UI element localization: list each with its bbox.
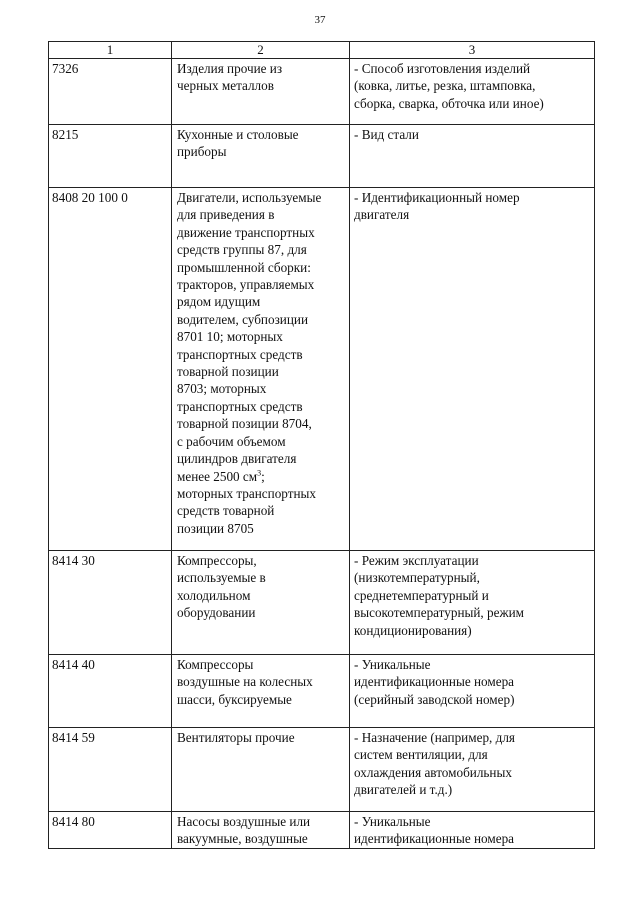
requirement-text: - Режим эксплуатации (низкотемпературный, среднетемпературный и высокотемпературный, режим кондиционирования) xyxy=(354,553,524,638)
commodity-description xyxy=(172,188,349,537)
commodity-code: 8414 80 xyxy=(52,814,95,829)
table-row xyxy=(49,655,595,728)
requirement-cell xyxy=(350,728,595,812)
table-row xyxy=(49,125,595,188)
commodity-code: 8215 xyxy=(52,127,79,142)
requirement-cell xyxy=(350,655,595,728)
requirement-cell xyxy=(350,59,595,125)
commodity-description: Вентиляторы прочие xyxy=(177,730,295,745)
description-cell xyxy=(172,551,350,655)
commodity-description: Кухонные и столовые приборы xyxy=(177,127,299,160)
description-text-after-superscript: ; моторных транспортных средств товарной позиции 8705 xyxy=(177,468,316,536)
table-row xyxy=(49,188,595,551)
description-text-before-superscript: Двигатели, используемые для приведения в движение транспортных средств группы 87, для промышленной сборки: тракторов, управляемых рядом идущим водителем, субпозиции 8701 10; моторных транспортных средств товарной позиции 8703; моторных транспортных средств товарной позиции 8704, с рабочим объемом цилиндров двигателя менее 2500 см xyxy=(177,190,322,484)
commodity-code: 8414 40 xyxy=(52,657,95,672)
commodity-description: Компрессоры, используемые в холодильном оборудовании xyxy=(177,553,266,621)
requirement-text: - Вид стали xyxy=(354,127,419,142)
commodity-code: 7326 xyxy=(52,61,79,76)
description-cell xyxy=(172,655,350,728)
superscript-cube: 3 xyxy=(257,468,262,478)
commodity-code-cell xyxy=(49,728,172,812)
commodity-code: 8414 59 xyxy=(52,730,95,745)
requirement-text: - Уникальные идентификационные номера xyxy=(354,814,515,847)
commodity-code-cell xyxy=(49,188,172,551)
customs-requirements-table xyxy=(48,41,595,849)
description-cell xyxy=(172,812,350,849)
commodity-description: Насосы воздушные или вакуумные, воздушные xyxy=(177,814,311,847)
commodity-description: Компрессоры воздушные на колесных шасси, буксируемые xyxy=(177,657,313,707)
commodity-code: 8408 20 100 0 xyxy=(52,190,128,205)
requirement-text: - Способ изготовления изделий (ковка, литье, резка, штамповка, сборка, сварка, обточка или иное) xyxy=(354,61,544,111)
table-row xyxy=(49,59,595,125)
description-cell xyxy=(172,188,350,551)
requirement-cell xyxy=(350,812,595,849)
requirement-cell xyxy=(350,125,595,188)
column-header-1: 1 xyxy=(49,42,172,59)
commodity-code: 8414 30 xyxy=(52,553,95,568)
page-number: 37 xyxy=(314,14,326,26)
column-header-2: 2 xyxy=(172,42,350,59)
commodity-code-cell xyxy=(49,551,172,655)
requirement-cell xyxy=(350,551,595,655)
requirement-cell xyxy=(350,188,595,551)
table-row xyxy=(49,812,595,849)
requirement-text: - Назначение (например, для систем вентиляции, для охлаждения автомобильных двигателей и т.д.) xyxy=(354,730,515,798)
commodity-code-cell xyxy=(49,125,172,188)
commodity-description: Изделия прочие из черных металлов xyxy=(177,61,283,94)
description-cell xyxy=(172,728,350,812)
commodity-code-cell xyxy=(49,812,172,849)
table-row xyxy=(49,551,595,655)
column-header-3: 3 xyxy=(350,42,595,59)
requirement-text: - Идентификационный номер двигателя xyxy=(354,190,520,223)
requirement-text: - Уникальные идентификационные номера (серийный заводской номер) xyxy=(354,657,515,707)
description-cell xyxy=(172,59,350,125)
commodity-code-cell xyxy=(49,655,172,728)
table-row xyxy=(49,728,595,812)
table-header-row xyxy=(49,42,595,59)
description-cell xyxy=(172,125,350,188)
commodity-code-cell xyxy=(49,59,172,125)
